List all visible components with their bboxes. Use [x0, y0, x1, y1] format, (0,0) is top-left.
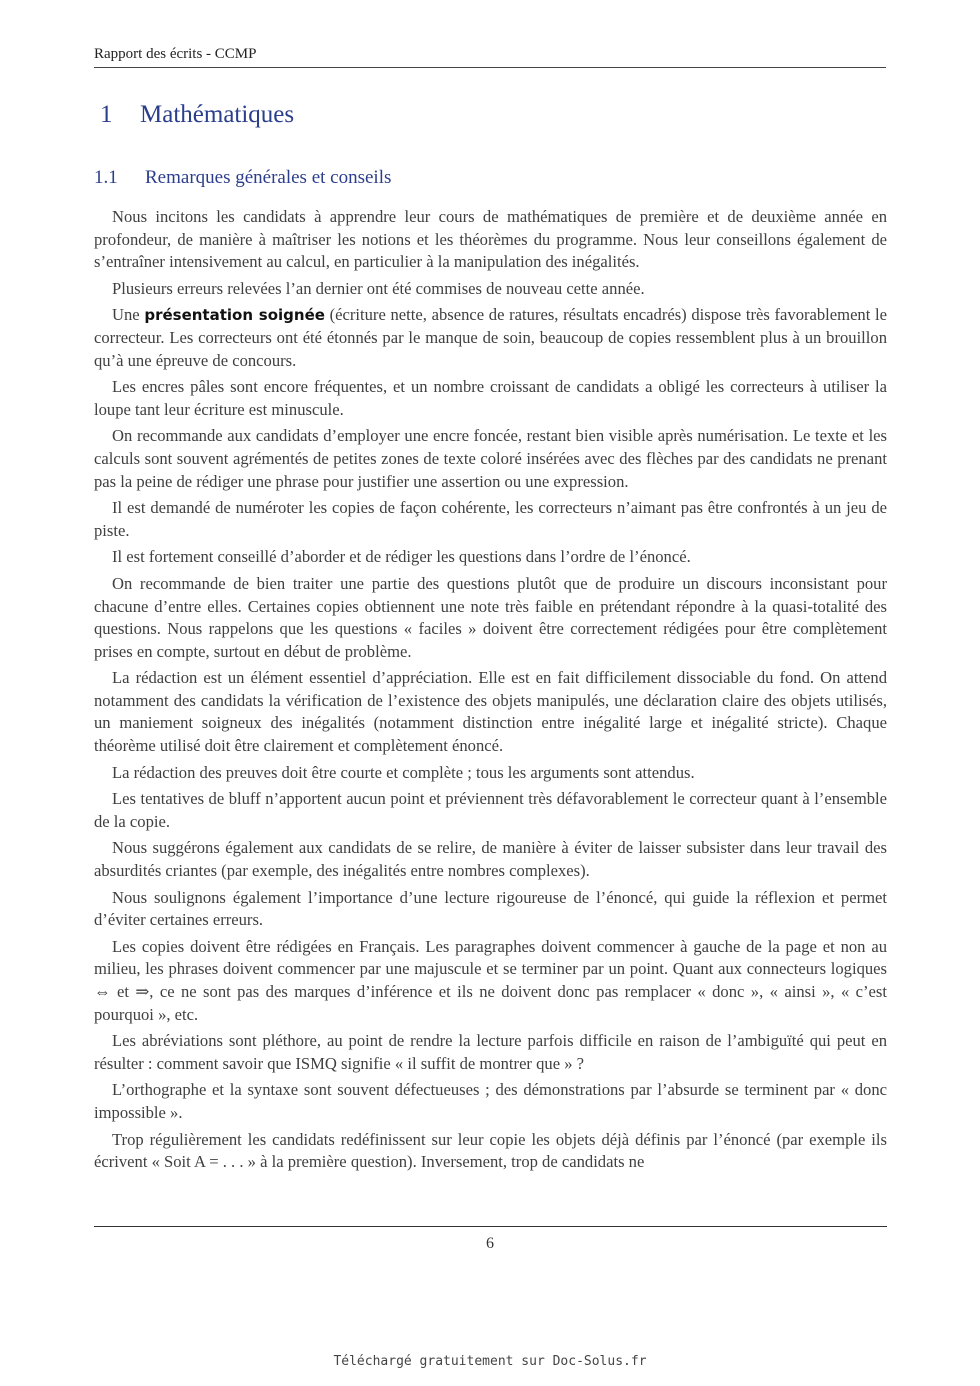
paragraph: La rédaction est un élément essentiel d’appréciation. Elle est en fait difficilement dissociable du fond. On attend notamment des candidats la vérification de l’existence des objets manipulés, une déclaration claire des objets utilisés, un maniement soigneux des inégalités (notamment distinction entre inégalité large et inégalité stricte). Chaque théorème utilisé doit être clairement et complètement énoncé. [94, 668, 887, 756]
section-title: Mathématiques [140, 101, 295, 128]
paragraph: On recommande aux candidats d’employer une encre foncée, restant bien visible après numérisation. Le texte et les calculs sont souvent agrémentés de petites zones de texte coloré insérées avec des flèches par des candidats ne prenant pas la peine de rédiger une phrase pour justifier une assertion ou une expression. [94, 426, 887, 491]
paragraph: On recommande de bien traiter une partie des questions plutôt que de produire un discours inconsistant pour chacune d’entre elles. Certaines copies obtiennent une note très faible en prétendant répondre à la quasi-totalité des questions. Nous rappelons que les questions « faciles » doivent être correctement rédigées pour être complètement prises en compte, surtout en début de problème. [94, 573, 887, 661]
paragraph: Nous incitons les candidats à apprendre leur cours de mathématiques de première et de deuxième année en profondeur, de manière à maîtriser les notions et les théorèmes du programme. Nous leur conseillons également de s’entraîner intensivement au calcul, en particulier à la manipulation des inégalités. [94, 207, 887, 272]
page-number: 6 [486, 1235, 494, 1252]
paragraph: Il est demandé de numéroter les copies de façon cohérente, les correcteurs n’aimant pas être confrontés à un jeu de piste. [94, 498, 887, 540]
body-text [94, 206, 887, 1178]
paragraph: La rédaction des preuves doit être courte et complète ; tous les arguments sont attendus. [112, 762, 695, 782]
subsection-heading [94, 167, 391, 189]
emphasis-text: présentation soignée [144, 306, 325, 325]
paragraph: Les abréviations sont pléthore, au point de rendre la lecture parfois difficile en raison de l’ambiguïté qui peut en résulter : comment savoir que ISMQ signifie « il suffit de montrer que » ? [94, 1031, 887, 1073]
paragraph: Nous soulignons également l’importance d’une lecture rigoureuse de l’énoncé, qui guide la réflexion et permet d’éviter certaines erreurs. [94, 887, 887, 930]
paragraph [94, 304, 887, 372]
paragraph: Il est fortement conseillé d’aborder et de rédiger les questions dans l’ordre de l’énoncé. [112, 547, 691, 567]
download-footer: Téléchargé gratuitement sur Doc-Solus.fr [333, 1354, 647, 1369]
footer-divider [94, 1226, 887, 1227]
paragraph: Les tentatives de bluff n’apportent aucun point et préviennent très défavorablement le correcteur quant à l’ensemble de la copie. [94, 789, 887, 831]
paragraph-text: (écriture nette, absence de ratures, résultats encadrés) dispose très favorablement le correcteur. Les correcteurs ont été étonnés par le manque de soin, beaucoup de copies ressemblent plus à un brouillon qu’à une épreuve de concours. [94, 305, 888, 370]
paragraph: Plusieurs erreurs relevées l’an dernier ont été commises de nouveau cette année. [112, 278, 645, 298]
paragraph: L’orthographe et la syntaxe sont souvent défectueuses ; des démonstrations par l’absurde se terminent par « donc impossible ». [94, 1080, 887, 1122]
running-header: Rapport des écrits - CCMP [94, 46, 886, 68]
paragraph: Les copies doivent être rédigées en Français. Les paragraphes doivent commencer à gauche de la page et non au milieu, les phrases doivent commencer par une majuscule et se terminer par un point. Quant aux connecteurs logiques ⇔ et ⇒, ce ne sont pas des marques d’inférence et ils ne doivent donc pas remplacer « donc », « ainsi », « c’est pourquoi », etc. [94, 936, 887, 1024]
paragraph: Les encres pâles sont encore fréquentes, et un nombre croissant de candidats a obligé les correcteurs à utiliser la loupe tant leur écriture est minuscule. [94, 377, 887, 419]
paragraph: Trop régulièrement les candidats redéfinissent sur leur copie les objets déjà définis par l’énoncé (par exemple ils écrivent « Soit A = . . . » à la première question). Inversement, trop de candidats ne [94, 1129, 887, 1172]
subsection-title: Remarques générales et conseils [145, 167, 392, 188]
paragraph: Nous suggérons également aux candidats de se relire, de manière à éviter de laisser subsister dans leur travail des absurdités criantes (par exemple, des inégalités entre nombres complexes). [94, 838, 887, 881]
subsection-number: 1.1 [94, 167, 118, 188]
paragraph-text: Une [112, 305, 145, 325]
section-number: 1 [100, 101, 113, 128]
section-heading [100, 101, 294, 129]
